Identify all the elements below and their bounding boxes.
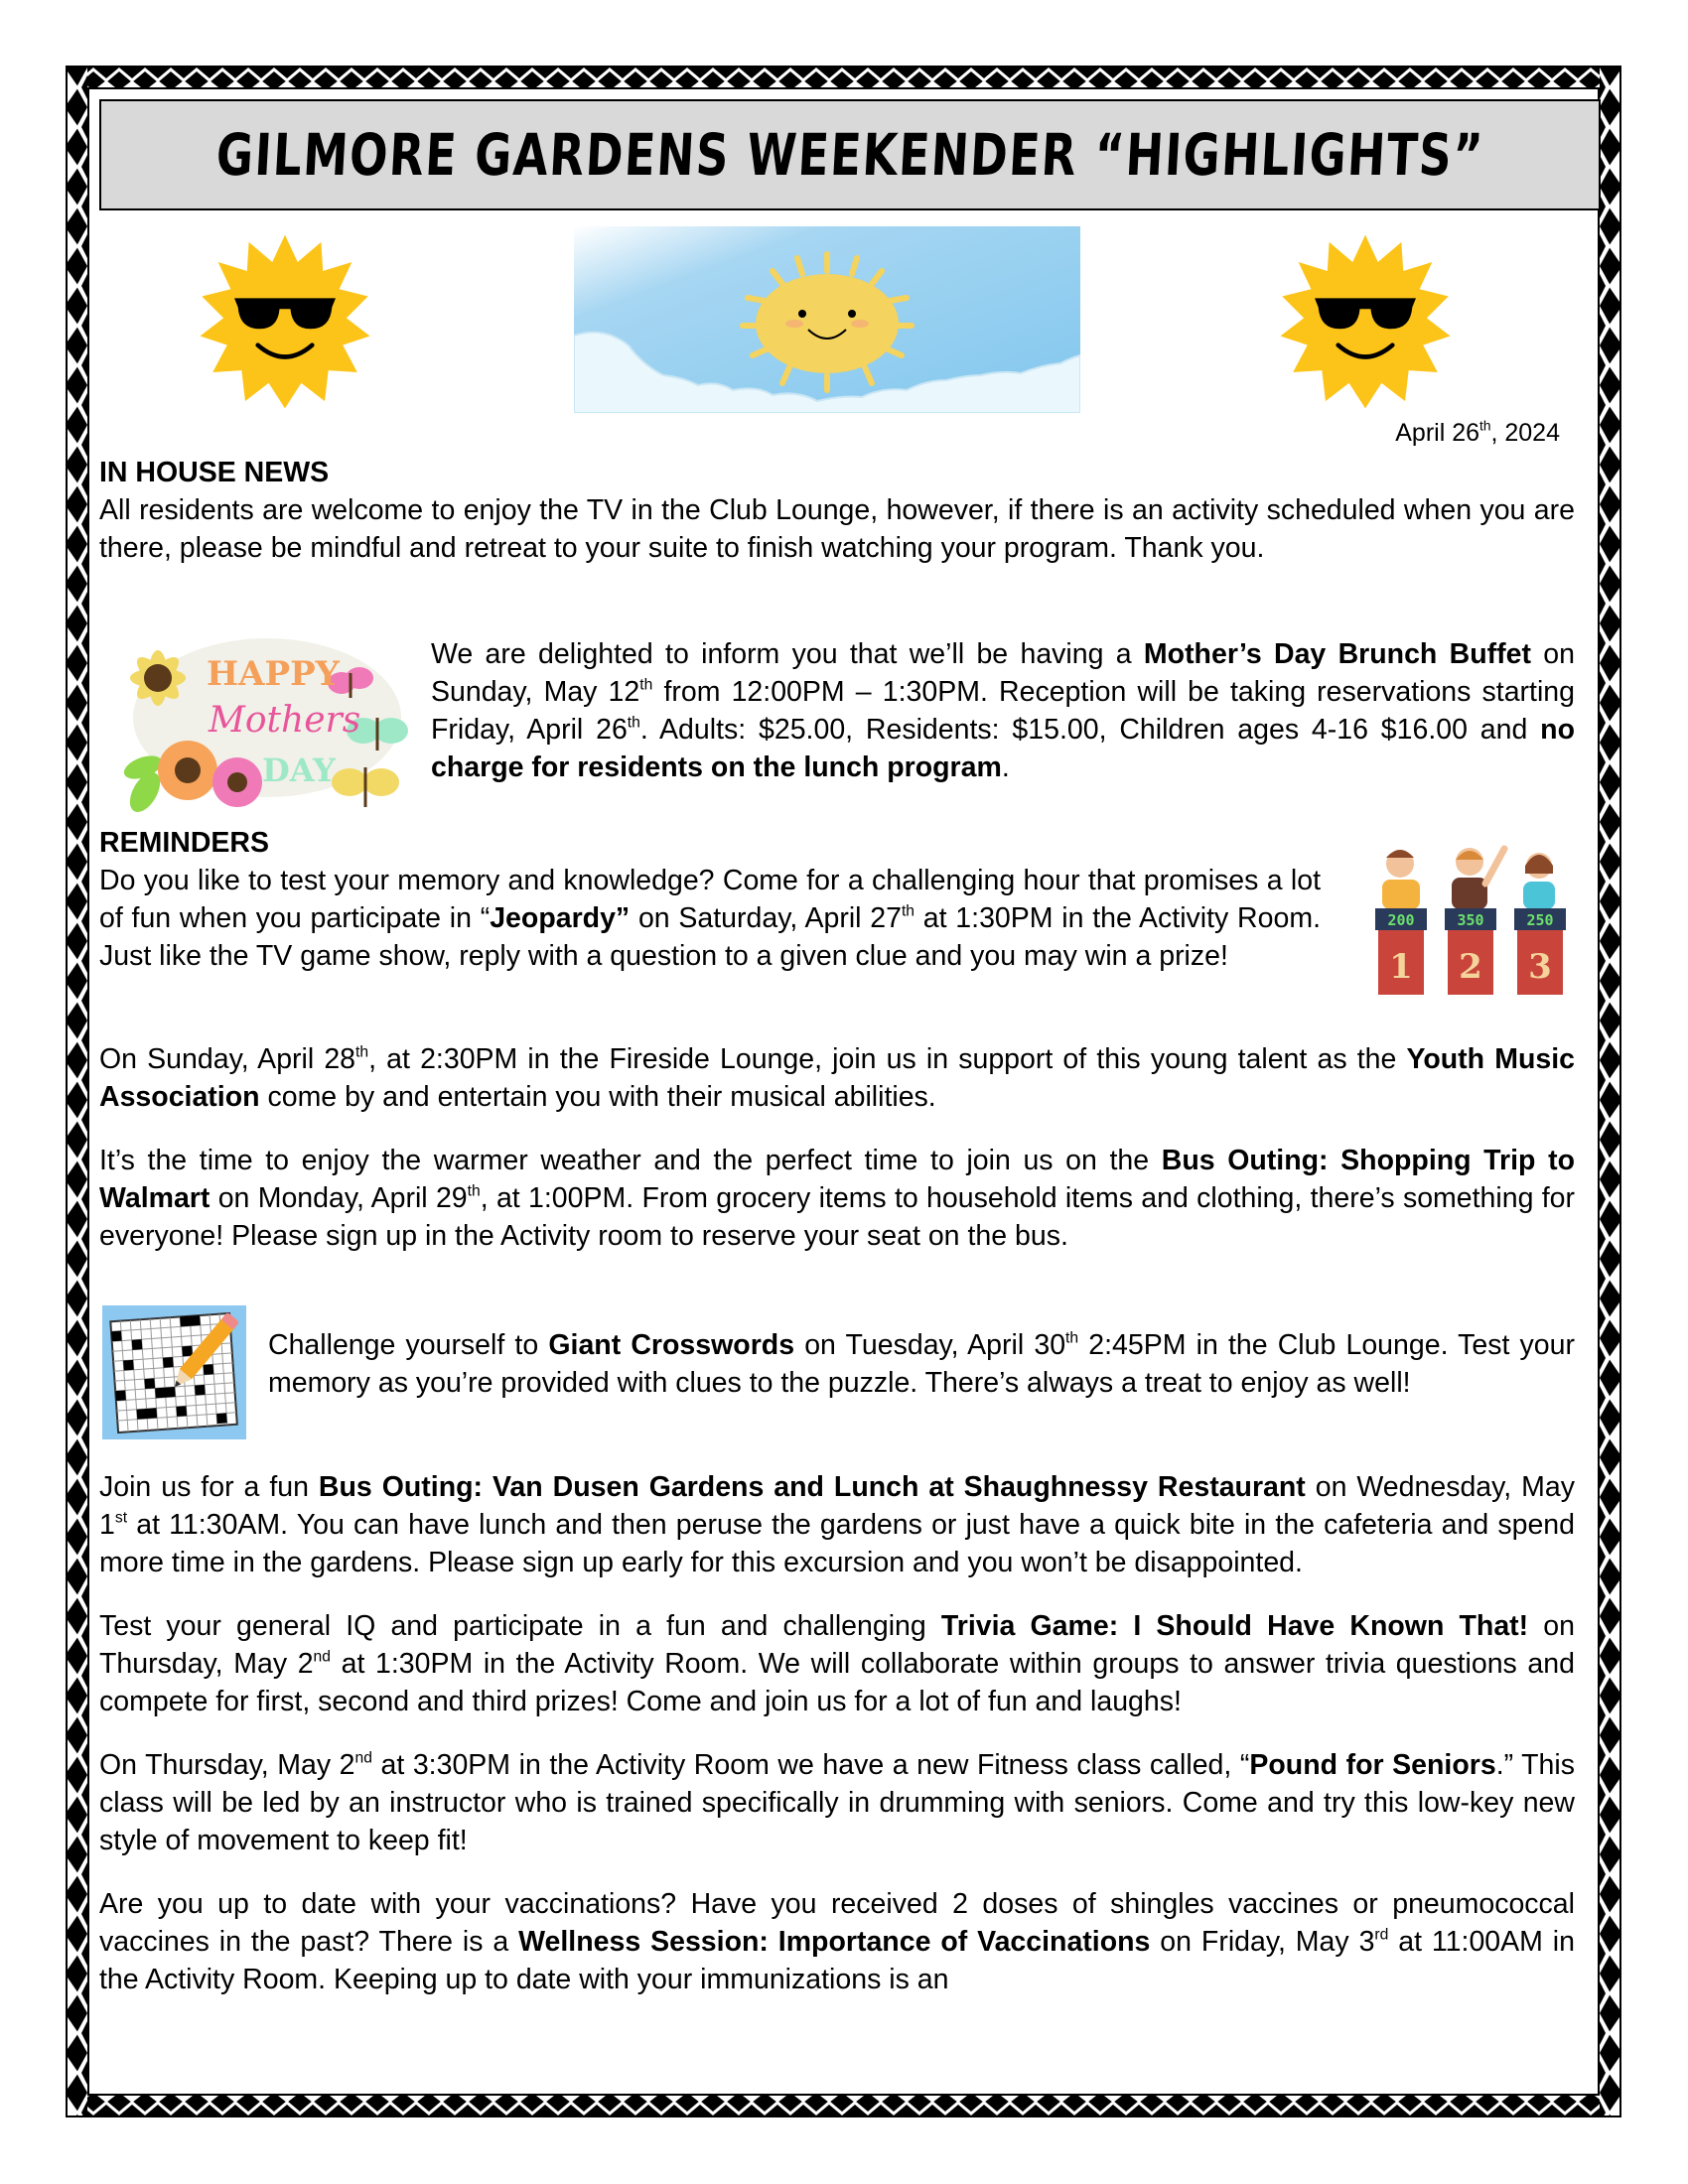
- reminders-events-2: [99, 1468, 1575, 1998]
- text: from 12:00PM – 1:30PM. Reception will be taking reservations starting Friday, April 26: [431, 676, 1575, 746]
- text: on Friday, May 3: [1150, 1926, 1375, 1958]
- event-name-jeopardy: Jeopardy”: [490, 902, 631, 934]
- text: Challenge yourself to: [268, 1329, 549, 1361]
- zigzag-border-top: [68, 68, 1619, 87]
- event-name-walmart-outing: Bus Outing: Shopping Trip to Walmart: [99, 1145, 1575, 1214]
- walmart-outing-notice: [99, 1142, 1575, 1255]
- event-name-giant-crosswords: Giant Crosswords: [548, 1329, 795, 1361]
- text: .” This class will be led by an instructor who is trained specifically in drumming with seniors. Come and try this low-key new style of movement to keep fit!: [99, 1749, 1575, 1856]
- date-day: April 26: [1395, 419, 1480, 447]
- ordinal: th: [639, 676, 653, 694]
- mothers-text: Mothers: [209, 700, 361, 741]
- score-2: 350: [1457, 911, 1484, 929]
- text: at 11:30AM. You can have lunch and then peruse the gardens or just have a quick bite in the cafeteria and spend more time in the gardens. Please sign up early for this excursion and you won’t be disappointed.: [99, 1509, 1575, 1578]
- section-heading-reminders: REMINDERS: [99, 827, 270, 859]
- event-name-trivia-game: Trivia Game: I Should Have Known That!: [940, 1610, 1529, 1642]
- contestant-3: [1523, 853, 1555, 909]
- score-1: 200: [1387, 911, 1415, 929]
- sun-body: [200, 235, 369, 409]
- crossword-puzzle-icon: [102, 1305, 246, 1439]
- text: We are delighted to inform you that we’ll be having a: [431, 638, 1144, 670]
- podium-number-1: 1: [1389, 947, 1413, 987]
- zigzag-border-right: [1600, 68, 1619, 2116]
- sun-sunglasses-icon: [1275, 231, 1456, 412]
- mothers-day-brunch-notice: [431, 635, 1575, 786]
- crosswords-notice: [268, 1326, 1575, 1402]
- title-banner: [99, 99, 1601, 210]
- pink-flower: [212, 757, 262, 807]
- jeopardy-contestants-clipart: [1360, 834, 1579, 1003]
- sun-sunglasses-icon: [195, 231, 375, 412]
- text: , at 2:30PM in the Fireside Lounge, join us in support of this young talent as the: [368, 1043, 1407, 1075]
- zigzag-border-bottom: [68, 2096, 1619, 2116]
- no-charge-note: no charge for residents on the lunch program: [431, 714, 1575, 783]
- event-name-pound-for-seniors: Pound for Seniors: [1249, 1749, 1496, 1781]
- text: at 1:30PM in the Activity Room. Just like the TV game show, reply with a question to a given clue and you may win a prize!: [99, 902, 1321, 972]
- in-house-news-section: [99, 454, 1575, 567]
- text: at 11:00AM in the Activity Room. Keeping up to date with your immunizations is an: [99, 1926, 1575, 1995]
- text: Test your general IQ and participate in a fun and challenging: [99, 1610, 941, 1642]
- event-name-wellness-session: Wellness Session: Importance of Vaccinations: [518, 1926, 1151, 1958]
- ordinal: th: [627, 714, 640, 732]
- youth-music-notice: [99, 1040, 1575, 1116]
- ordinal: th: [1065, 1329, 1079, 1347]
- text: On Sunday, April 28: [99, 1043, 356, 1075]
- text: on Sunday, May 12: [431, 638, 1575, 708]
- crosswords-notice-block: [268, 1326, 1575, 1402]
- ordinal: st: [114, 1509, 128, 1527]
- date-ordinal: th: [1479, 418, 1491, 434]
- happy-text: HAPPY: [207, 654, 340, 694]
- text: at 3:30PM in the Activity Room we have a new Fitness class called, “: [371, 1749, 1250, 1781]
- text: It’s the time to enjoy the warmer weather and the perfect time to join us on the: [99, 1145, 1162, 1176]
- paragraph-gap: [99, 1720, 1575, 1746]
- text: Join us for a fun: [99, 1471, 319, 1503]
- text: On Thursday, May 2: [99, 1749, 355, 1781]
- page-title: GILMORE GARDENS WEEKENDER “HIGHLIGHTS”: [213, 121, 1486, 189]
- text: on Monday, April 29: [210, 1182, 468, 1214]
- text: on Wednesday, May 1: [99, 1471, 1576, 1541]
- jeopardy-notice: [99, 862, 1321, 975]
- day-text: DAY: [262, 751, 336, 789]
- ordinal: th: [901, 902, 915, 920]
- vaccinations-session-notice: [99, 1885, 1575, 1998]
- newsletter-date: [1395, 419, 1560, 448]
- reminders-events-1: [99, 1040, 1575, 1255]
- paragraph-gap: [99, 1581, 1575, 1607]
- orange-flower: [158, 741, 217, 800]
- ordinal: nd: [354, 1749, 372, 1767]
- podium-number-3: 3: [1528, 947, 1552, 987]
- date-year: , 2024: [1490, 419, 1560, 447]
- sunflower: [130, 650, 186, 706]
- text: on Thursday, May 2: [99, 1610, 1575, 1680]
- text: , at 1:00PM. From grocery items to household items and clothing, there’s something for everyone! Please sign up in the Activity room to reserve your seat on the bus.: [99, 1182, 1575, 1252]
- zigzag-border-left: [68, 68, 87, 2116]
- text: Are you up to date with your vaccinations? Have you received 2 doses of shingles vaccines or pneumococcal vaccines in the past? There is a: [99, 1888, 1575, 1958]
- score-3: 250: [1526, 911, 1554, 929]
- podiums: [1375, 908, 1566, 995]
- text: .: [1001, 751, 1010, 783]
- contestant-2: [1452, 848, 1504, 909]
- text: . Adults: $25.00, Residents: $15.00, Children ages 4-16 $16.00 and: [639, 714, 1541, 746]
- text: Do you like to test your memory and knowledge? Come for a challenging hour that promises a lot of fun when you participate in “: [99, 865, 1321, 934]
- ordinal: th: [467, 1182, 481, 1200]
- event-name-mothers-day-brunch: Mother’s Day Brunch Buffet: [1143, 638, 1531, 670]
- contestant-1: [1382, 850, 1420, 909]
- paragraph-gap: [99, 1859, 1575, 1885]
- van-dusen-outing-notice: [99, 1468, 1575, 1581]
- mothers-day-clipart: [103, 623, 411, 817]
- text: on Saturday, April 27: [630, 902, 902, 934]
- sun-face: [756, 274, 899, 373]
- text: on Tuesday, April 30: [794, 1329, 1066, 1361]
- text: at 1:30PM in the Activity Room. We will collaborate within groups to answer trivia questions and compete for first, second and third prizes! Come and join us for a lot of fun and laughs!: [99, 1648, 1575, 1717]
- text: 2:45PM in the Club Lounge. Test your memory as you’re provided with clues to the puzzle. There’s always a treat to enjoy as well!: [268, 1329, 1575, 1399]
- event-name-youth-music: Youth Music Association: [99, 1043, 1575, 1113]
- tv-lounge-notice: All residents are welcome to enjoy the TV in the Club Lounge, however, if there is an activity scheduled when you are there, please be mindful and retreat to your suite to finish watching your program. Thank you.: [99, 494, 1575, 564]
- ordinal: nd: [313, 1648, 331, 1666]
- paragraph-gap: [99, 1116, 1575, 1142]
- trivia-game-notice: [99, 1607, 1575, 1720]
- ordinal: th: [355, 1043, 369, 1061]
- sun-body: [1280, 235, 1450, 409]
- ordinal: rd: [1374, 1926, 1389, 1944]
- podium-number-2: 2: [1459, 947, 1482, 987]
- text: come by and entertain you with their musical abilities.: [259, 1081, 936, 1113]
- pound-for-seniors-notice: [99, 1746, 1575, 1859]
- section-heading-in-house-news: IN HOUSE NEWS: [99, 457, 330, 488]
- reminders-section: [99, 824, 1321, 975]
- event-name-van-dusen-outing: Bus Outing: Van Dusen Gardens and Lunch at Shaughnessy Restaurant: [318, 1471, 1306, 1503]
- smiling-sun-sky-icon: [574, 226, 1080, 413]
